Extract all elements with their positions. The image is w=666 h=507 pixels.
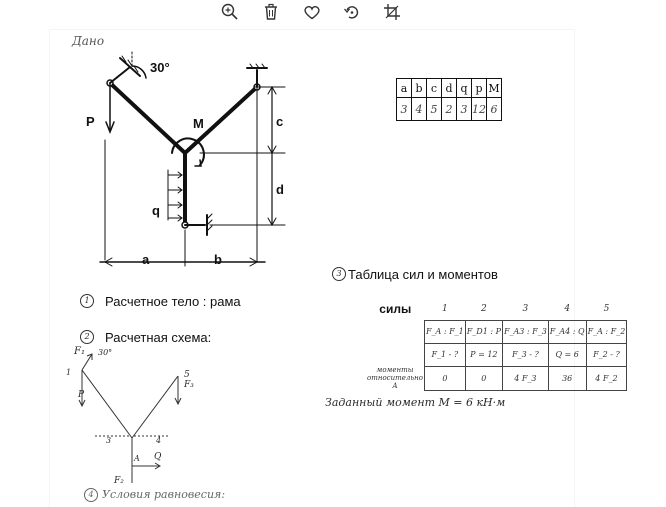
step2-number: 2: [80, 330, 94, 344]
scheme-angle-label: 30°: [98, 348, 113, 357]
table-cell: 4: [412, 98, 427, 121]
scheme-node-1: 1: [66, 368, 72, 377]
table-cell: F_A : F_1: [424, 320, 465, 343]
table-cell: 0: [424, 366, 465, 390]
load-q-label: q: [152, 203, 160, 218]
delete-button[interactable]: [260, 1, 282, 23]
rotate-button[interactable]: [341, 1, 363, 23]
forces-moments-table: [366, 298, 627, 391]
table-cell: F_A3 : F_3: [502, 320, 548, 343]
table-row-label: моменты относительно A: [367, 366, 423, 390]
table-cell: a: [397, 79, 412, 98]
table-cell: b: [412, 79, 427, 98]
step3-text: Таблица сил и моментов: [348, 267, 498, 282]
scheme-f1-label: F₁: [74, 346, 85, 357]
table-cell: M: [487, 79, 502, 98]
table-cell: 3: [397, 98, 412, 121]
given-values-table: [396, 78, 502, 121]
table-column-header: 4: [564, 303, 571, 314]
table-corner-label: силы: [379, 302, 412, 316]
table-cell: 4 F_2: [586, 366, 627, 390]
dim-a-label: a: [142, 252, 150, 267]
dim-b-label: b: [214, 252, 222, 267]
crop-icon: [381, 1, 403, 23]
table-cell: F_1 - ?: [424, 343, 465, 366]
crop-button[interactable]: [381, 1, 403, 23]
table-cell: 0: [465, 366, 502, 390]
scheme-p-label: P: [78, 390, 85, 400]
table-column-header: 3: [522, 303, 529, 314]
table-cell: d: [442, 79, 457, 98]
given-moment-note: Заданный момент M = 6 кН·м: [325, 396, 506, 409]
rotate-icon: [341, 1, 363, 23]
table-column-header: 2: [480, 303, 487, 314]
step1-text: Расчетное тело : рама: [105, 294, 241, 309]
table-cell: F_A4 : Q: [548, 320, 586, 343]
step2-text: Расчетная схема:: [105, 330, 212, 345]
table-cell: 12: [472, 98, 487, 121]
scheme-q-label: Q: [154, 452, 162, 462]
magnifier-plus-icon: [219, 1, 241, 23]
moment-m-label: M: [193, 116, 204, 131]
table-cell: 6: [487, 98, 502, 121]
scheme-node-3: 3: [106, 436, 112, 445]
forces-table-header-row: [366, 298, 627, 320]
table-cell: 36: [548, 366, 586, 390]
table-cell: F_3 - ?: [502, 343, 548, 366]
table-cell: Q = 6: [548, 343, 586, 366]
step3-number: 3: [332, 267, 346, 281]
table-cell: c: [427, 79, 442, 98]
force-p-label: P: [86, 114, 95, 129]
table-cell: P = 12: [465, 343, 502, 366]
step1-number: 1: [80, 294, 94, 308]
table-cell: q: [457, 79, 472, 98]
favorite-button[interactable]: [301, 1, 323, 23]
document-image: [50, 30, 626, 507]
zoom-in-button[interactable]: [219, 1, 241, 23]
forces-table-row: [366, 320, 627, 343]
table-cell: 4 F_3: [502, 366, 548, 390]
given-label: Дано: [72, 34, 105, 48]
angle-label: 30°: [150, 60, 170, 75]
calculation-scheme-diagram: [60, 348, 220, 488]
frame-diagram: [50, 30, 350, 280]
table-column-header: 5: [603, 303, 610, 314]
step4-text: Условия равновесия:: [102, 488, 226, 501]
forces-table-row: [366, 366, 627, 390]
table-empty-cell: [366, 343, 424, 366]
dim-d-label: d: [276, 182, 284, 197]
scheme-n5-label: 5: [184, 370, 190, 380]
trash-icon: [260, 1, 282, 23]
scheme-f2-label: F₂: [114, 476, 124, 486]
step4-number: 4: [84, 488, 98, 502]
scheme-f3-label: F₃: [184, 380, 194, 390]
image-viewer-toolbar: [0, 0, 666, 24]
scheme-a-label: A: [134, 454, 140, 463]
table-cell: 2: [442, 98, 457, 121]
forces-table-row: [366, 343, 627, 366]
heart-icon: [301, 1, 323, 23]
table-empty-cell: [366, 320, 424, 343]
table-cell: p: [472, 79, 487, 98]
table-cell: F_D1 : P: [465, 320, 502, 343]
scheme-node-4: 4: [156, 436, 162, 445]
table-cell: 3: [457, 98, 472, 121]
given-table-header-row: [397, 79, 502, 98]
table-cell: F_A : F_2: [586, 320, 627, 343]
given-table-values-row: [397, 98, 502, 121]
table-cell: F_2 - ?: [586, 343, 627, 366]
dim-c-label: c: [276, 114, 284, 129]
table-column-header: 1: [441, 303, 448, 314]
table-cell: 5: [427, 98, 442, 121]
